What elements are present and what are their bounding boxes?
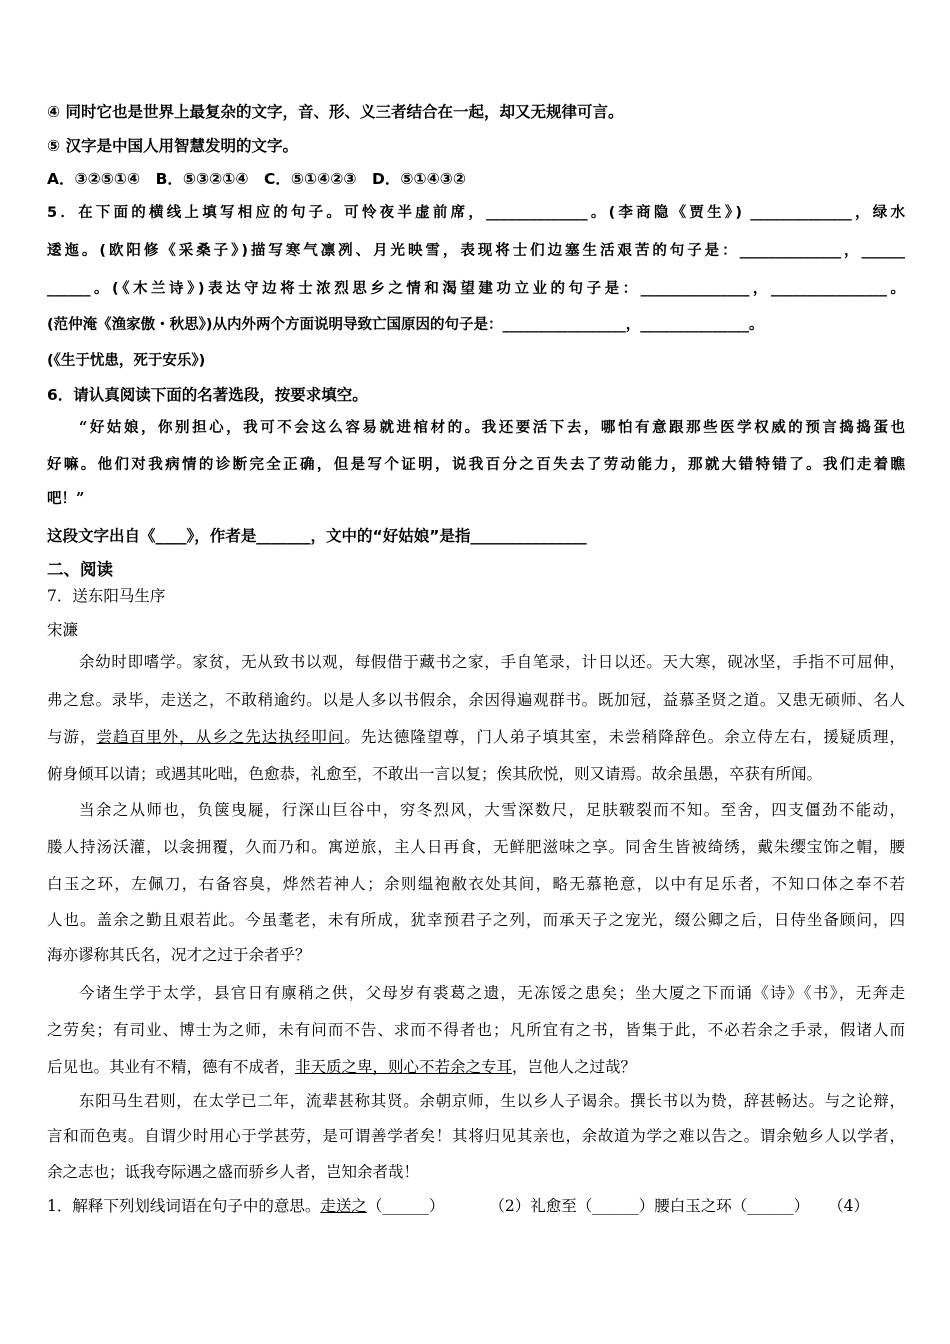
passage-line: 人也。盖余之勤且艰若此。今虽耄老，未有所成，犹幸预君子之列，而承天子之宠光，缀公卿之后，日侍坐备顾问，四 <box>47 911 905 929</box>
q5-line: 5．在下面的横线上填写相应的句子。可怜夜半虚前席，______________。(李商隐《贾生》) ______________，绿水 <box>47 205 905 221</box>
text: 1．解释下列划线词语在句子中的意思。 <box>47 1197 321 1215</box>
q6-quote-line: “好姑娘，你别担心，我可不会这么容易就进棺材的。我还要活下去，哪怕有意跟那些医学权威的预言捣捣蛋也 <box>79 419 905 436</box>
option-4: ④ 同时它也是世界上最复杂的文字，音、形、义三者结合在一起，却又无规律可言。 <box>47 103 624 121</box>
q5-line: (《生于忧患，死于安乐》) <box>47 353 206 369</box>
blank: （______） <box>366 1197 445 1215</box>
passage-line: 当余之从师也，负箧曳屣，行深山巨谷中，穷冬烈风，大雪深数尺，足肤皲裂而不知。至舍，四支僵劲不能动， <box>79 801 905 819</box>
passage-line: 今诸生学于太学，县官日有廪稍之供，父母岁有裘葛之遗，无冻馁之患矣；坐大厦之下而诵《诗》《书》，无奔走 <box>79 984 905 1002</box>
option-5: ⑤ 汉字是中国人用智慧发明的文字。 <box>47 137 299 155</box>
text: 后见也。其业有不精，德有不成者， <box>47 1058 296 1076</box>
text: 。先达德隆望尊，门人弟子填其室，未尝稍降辞色。余立侍左右，援疑质理， <box>344 728 905 746</box>
q6-fill-blank: 这段文字出自《____》，作者是_______，文中的“好姑娘”是指_______________ <box>47 527 587 545</box>
answer-choices: A．③②⑤①④ B．⑤③②①④ C．⑤①④②③ D．⑤①④③② <box>47 170 467 188</box>
q6-quote-line: 好嘛。他们对我病情的诊断完全正确，但是写个证明，说我百分之百失去了劳动能力，那就大错特错了。我们走着瞧 <box>47 456 905 473</box>
text: 与游， <box>47 728 97 746</box>
passage-line: 海亦谬称其氏名，况才之过于余者乎？ <box>47 946 311 964</box>
passage-line: 言和而色夷。自谓少时用心于学甚劳，是可谓善学者矣！其将归见其亲也，余故道为学之难以告之。谓余勉乡人以学者， <box>47 1127 905 1145</box>
text: （4） <box>828 1197 870 1215</box>
q5-line: (范仲淹《渔家傲・秋思》)从内外两个方面说明导致亡国原因的句子是：_________________，_______________。 <box>47 317 764 333</box>
q5-line: 逶迤。(欧阳修《采桑子》)描写寒气凛冽、月光映雪，表现将士们边塞生活艰苦的句子是：______________，______ <box>47 243 905 259</box>
passage-line <box>47 1056 636 1078</box>
text: （2）礼愈至（______）腰白玉之环（______） <box>489 1197 810 1215</box>
text: ，岂他人之过哉？ <box>512 1058 637 1076</box>
q6-quote-line: 吧！” <box>47 490 85 507</box>
passage-line: 俯身倾耳以请；或遇其叱咄，色愈恭，礼愈至，不敢出一言以复；俟其欣悦，则又请焉。故余虽愚，卒获有所闻。 <box>47 765 823 783</box>
q5-line: ______。(《木兰诗》)表达守边将士浓烈思乡之情和渴望建功立业的句子是：_______________，________________。 <box>47 281 905 297</box>
underlined-phrase: 走送之 <box>320 1197 367 1215</box>
underlined-phrase: 尝趋百里外，从乡之先达执经叩问 <box>96 728 345 746</box>
passage-line: 余幼时即嗜学。家贫，无从致书以观，每假借于藏书之家，手自笔录，计日以还。天大寒，砚冰坚，手指不可屈伸， <box>79 653 905 671</box>
passage-line: 之劳矣；有司业、博士为之师，未有问而不告、求而不得者也；凡所宜有之书，皆集于此，不必若余之手录，假诸人而 <box>47 1021 905 1039</box>
q7-title: 7．送东阳马生序 <box>47 587 166 605</box>
passage-line: 白玉之环，左佩刀，右备容臭，烨然若神人；余则缊袍敝衣处其间，略无慕艳意，以中有足乐者，不知口体之奉不若 <box>47 875 905 893</box>
section-heading: 二、阅读 <box>47 560 113 579</box>
passage-line: 余之志也；诋我夸际遇之盛而骄乡人者，岂知余者哉！ <box>47 1163 420 1181</box>
underlined-phrase: 非天质之卑，则心不若余之专耳 <box>295 1058 513 1076</box>
q6-prompt: 6．请认真阅读下面的名著选段，按要求填空。 <box>47 386 368 404</box>
passage-line: 东阳马生君则，在太学已二年，流辈甚称其贤。余朝京师，生以乡人子谒余。撰长书以为贽，辞甚畅达。与之论辩， <box>79 1092 905 1110</box>
author: 宋濂 <box>47 621 79 639</box>
passage-line: 媵人持汤沃灌，以衾拥覆，久而乃和。寓逆旅，主人日再食，无鲜肥滋味之享。同舍生皆被绮绣，戴朱缨宝饰之帽，腰 <box>47 838 905 856</box>
sub-question-1 <box>47 1195 905 1217</box>
passage-line <box>47 726 905 748</box>
passage-line: 弗之怠。录毕，走送之，不敢稍逾约。以是人多以书假余，余因得遍观群书。既加冠，益慕圣贤之道。又患无硕师、名人 <box>47 691 905 709</box>
